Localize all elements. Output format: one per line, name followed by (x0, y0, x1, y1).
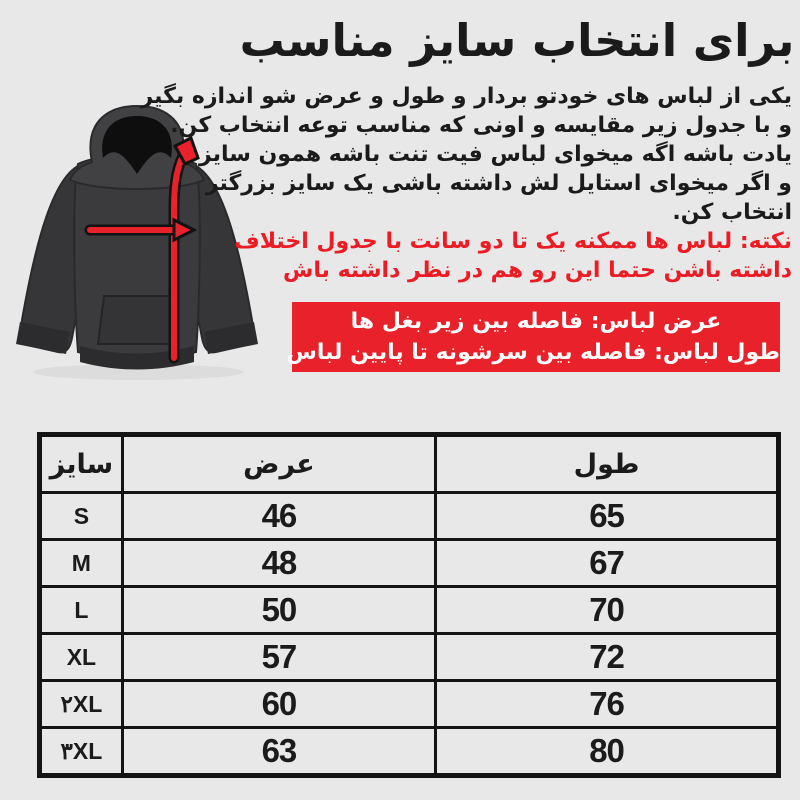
cell-length: 72 (436, 634, 779, 681)
header-width: عرض (122, 435, 435, 493)
table-row (40, 634, 779, 681)
cell-width: 48 (122, 540, 435, 587)
table-row (40, 681, 779, 728)
page-title: برای انتخاب سایز مناسب (239, 14, 795, 67)
text-line: و اگر میخوای استایل لش داشته باشی یک سایز بزرگتر (205, 171, 792, 196)
header-size: سایز (40, 435, 123, 493)
header-length: طول (436, 435, 779, 493)
text-line: یکی از لباس های خودتو بردار و طول و عرض شو اندازه بگیر (140, 84, 792, 109)
text-line: داشته باشن حتما این رو هم در نظر داشته باش (283, 258, 792, 283)
cell-size: XL (40, 634, 123, 681)
cell-size: L (40, 587, 123, 634)
cell-length: 76 (436, 681, 779, 728)
text-line: طول لباس: فاصله بین سرشونه تا پایین لباس (286, 340, 780, 365)
definitions-box (286, 302, 780, 372)
cell-width: 50 (122, 587, 435, 634)
size-table-header-row (40, 435, 779, 493)
intro-text (140, 82, 792, 227)
cell-width: 46 (122, 493, 435, 540)
cell-width: 60 (122, 681, 435, 728)
table-row (40, 587, 779, 634)
note-text (230, 227, 792, 285)
table-row (40, 728, 779, 776)
cell-size: M (40, 540, 123, 587)
cell-width: 63 (122, 728, 435, 776)
kangaroo-pocket (98, 296, 176, 344)
text-line: نکته: لباس ها ممکنه یک تا دو سانت با جدول اختلاف (234, 229, 792, 254)
size-table-body (40, 493, 779, 776)
text-line: یادت باشه اگه میخوای لباس فیت تنت باشه همون سایز (199, 142, 792, 167)
table-row (40, 493, 779, 540)
text-line: انتخاب کن. (672, 200, 792, 225)
table-row (40, 540, 779, 587)
cell-size: S (40, 493, 123, 540)
cell-length: 67 (436, 540, 779, 587)
cell-length: 80 (436, 728, 779, 776)
size-table (37, 432, 781, 778)
cell-length: 65 (436, 493, 779, 540)
text-line: و با جدول زیر مقایسه و اونی که مناسب توعه انتخاب کن. (170, 113, 792, 138)
cell-length: 70 (436, 587, 779, 634)
text-line: عرض لباس: فاصله بین زیر بغل ها (350, 309, 722, 334)
cell-width: 57 (122, 634, 435, 681)
cell-size: ۲XL (40, 681, 123, 728)
cell-size: ۳XL (40, 728, 123, 776)
